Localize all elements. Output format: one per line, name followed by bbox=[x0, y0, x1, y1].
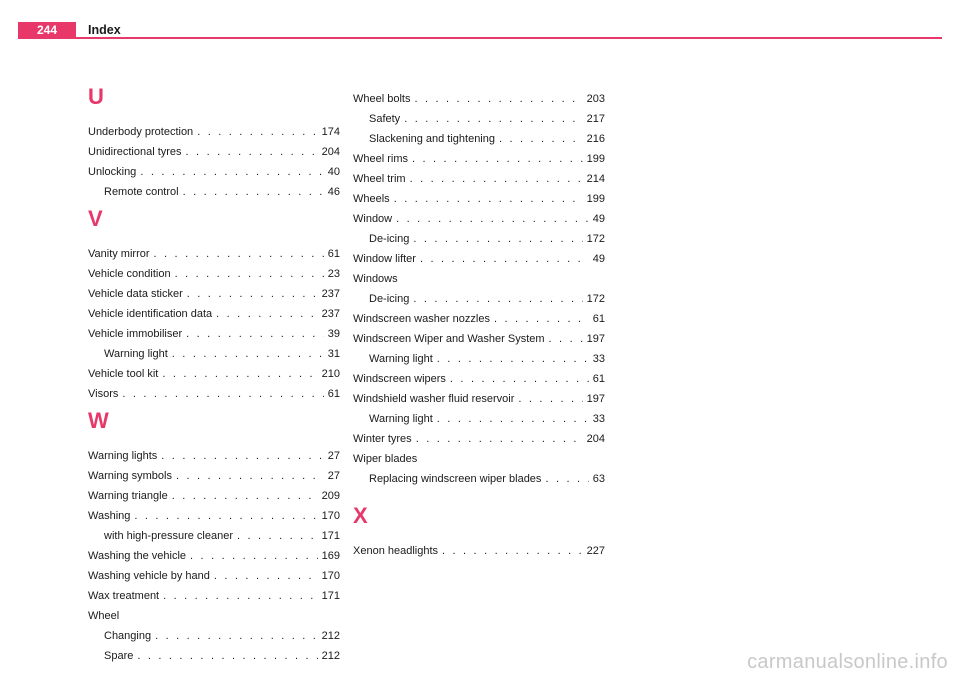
entry-page-number: 214 bbox=[586, 173, 605, 185]
dot-leader bbox=[190, 546, 318, 566]
index-entry bbox=[353, 369, 605, 389]
index-entry bbox=[88, 284, 340, 304]
entry-page-number: 23 bbox=[327, 268, 340, 280]
entry-page-number: 227 bbox=[586, 545, 605, 557]
dot-leader bbox=[137, 646, 317, 666]
dot-leader bbox=[175, 264, 324, 284]
index-subentry bbox=[88, 182, 340, 202]
index-section bbox=[88, 408, 340, 666]
entry-page-number: 209 bbox=[321, 490, 340, 502]
index-subentry bbox=[88, 344, 340, 364]
entry-page-number: 49 bbox=[592, 213, 605, 225]
entry-page-number: 33 bbox=[592, 353, 605, 365]
entry-page-number: 171 bbox=[321, 590, 340, 602]
index-entry bbox=[88, 162, 340, 182]
index-entry bbox=[353, 189, 605, 209]
entry-label: Xenon headlights bbox=[353, 545, 439, 557]
index-subentry bbox=[353, 109, 605, 129]
entry-label: Washing the vehicle bbox=[88, 550, 187, 562]
index-entry bbox=[88, 566, 340, 586]
dot-leader bbox=[394, 189, 583, 209]
entry-page-number: 203 bbox=[586, 93, 605, 105]
entry-label: Vehicle immobiliser bbox=[88, 328, 183, 340]
entry-page-number: 171 bbox=[321, 530, 340, 542]
entry-label: with high-pressure cleaner bbox=[104, 530, 234, 542]
entry-label: Unlocking bbox=[88, 166, 137, 178]
index-entry bbox=[88, 364, 340, 384]
entry-label: Wheel trim bbox=[353, 173, 406, 185]
dot-leader bbox=[410, 169, 583, 189]
dot-leader bbox=[187, 284, 318, 304]
entry-label: Vanity mirror bbox=[88, 248, 150, 260]
index-entry bbox=[88, 466, 340, 486]
entry-label: Washing vehicle by hand bbox=[88, 570, 210, 582]
index-entry bbox=[353, 389, 605, 409]
entry-page-number: 27 bbox=[327, 450, 340, 462]
index-entry bbox=[88, 446, 340, 466]
index-section bbox=[353, 89, 605, 489]
index-entry bbox=[353, 309, 605, 329]
index-section bbox=[88, 84, 340, 202]
entry-page-number: 197 bbox=[586, 333, 605, 345]
entry-label: Warning light bbox=[104, 348, 168, 360]
entry-page-number: 170 bbox=[321, 510, 340, 522]
entry-page-number: 212 bbox=[321, 630, 340, 642]
page-header bbox=[18, 22, 942, 38]
dot-leader bbox=[437, 409, 589, 429]
index-entry bbox=[353, 429, 605, 449]
entry-page-number: 61 bbox=[592, 373, 605, 385]
index-subentry bbox=[353, 349, 605, 369]
entry-page-number: 46 bbox=[327, 186, 340, 198]
dot-leader bbox=[183, 182, 324, 202]
entry-page-number: 27 bbox=[327, 470, 340, 482]
index-column-right bbox=[353, 89, 605, 561]
dot-leader bbox=[414, 89, 582, 109]
entry-label: Windscreen wipers bbox=[353, 373, 446, 385]
index-entry bbox=[88, 244, 340, 264]
dot-leader bbox=[412, 149, 583, 169]
entry-label: Warning light bbox=[369, 413, 433, 425]
section-letter-heading: W bbox=[88, 408, 109, 433]
entry-label: Window bbox=[353, 213, 393, 225]
dot-leader bbox=[404, 109, 582, 129]
entry-label: Windscreen washer nozzles bbox=[353, 313, 490, 325]
dot-leader bbox=[186, 324, 324, 344]
entry-label: Wheel rims bbox=[353, 153, 409, 165]
dot-leader bbox=[161, 446, 323, 466]
entry-label: Window lifter bbox=[353, 253, 416, 265]
index-entry bbox=[88, 606, 340, 626]
entry-page-number: 170 bbox=[321, 570, 340, 582]
entry-label: Winter tyres bbox=[353, 433, 412, 445]
index-section bbox=[88, 206, 340, 404]
index-section bbox=[353, 503, 605, 561]
header-divider bbox=[18, 37, 942, 39]
entry-page-number: 39 bbox=[327, 328, 340, 340]
dot-leader bbox=[396, 209, 589, 229]
index-subentry bbox=[88, 626, 340, 646]
entry-page-number: 61 bbox=[327, 248, 340, 260]
dot-leader bbox=[450, 369, 589, 389]
watermark: carmanualsonline.info bbox=[747, 651, 948, 673]
entry-page-number: 63 bbox=[592, 473, 605, 485]
section-letter-heading: X bbox=[353, 503, 368, 528]
index-column-left bbox=[88, 84, 340, 666]
index-entry bbox=[88, 506, 340, 526]
index-entry bbox=[88, 122, 340, 142]
index-subentry bbox=[88, 646, 340, 666]
dot-leader bbox=[154, 244, 324, 264]
dot-leader bbox=[134, 506, 317, 526]
entry-page-number: 33 bbox=[592, 413, 605, 425]
entry-page-number: 197 bbox=[586, 393, 605, 405]
entry-label: Wheel bbox=[88, 610, 120, 622]
index-entry bbox=[88, 324, 340, 344]
index-entry bbox=[88, 586, 340, 606]
dot-leader bbox=[413, 229, 582, 249]
entry-page-number: 40 bbox=[327, 166, 340, 178]
entry-label: Safety bbox=[369, 113, 401, 125]
entry-label: Wax treatment bbox=[88, 590, 160, 602]
entry-label: Remote control bbox=[104, 186, 179, 198]
page-title: Index bbox=[88, 23, 121, 37]
index-entry bbox=[88, 264, 340, 284]
dot-leader bbox=[216, 304, 317, 324]
dot-leader bbox=[494, 309, 589, 329]
entry-label: Windows bbox=[353, 273, 398, 285]
entry-page-number: 169 bbox=[321, 550, 340, 562]
index-subentry bbox=[353, 469, 605, 489]
entry-label: Windshield washer fluid reservoir bbox=[353, 393, 515, 405]
index-subentry bbox=[353, 229, 605, 249]
entry-label: De-icing bbox=[369, 233, 410, 245]
entry-label: Warning symbols bbox=[88, 470, 172, 482]
dot-leader bbox=[499, 129, 583, 149]
entry-label: Warning lights bbox=[88, 450, 158, 462]
dot-leader bbox=[442, 541, 583, 561]
entry-page-number: 237 bbox=[321, 288, 340, 300]
entry-page-number: 212 bbox=[321, 650, 340, 662]
dot-leader bbox=[413, 289, 582, 309]
dot-leader bbox=[416, 429, 583, 449]
entry-label: De-icing bbox=[369, 293, 410, 305]
entry-page-number: 31 bbox=[327, 348, 340, 360]
dot-leader bbox=[214, 566, 318, 586]
entry-label: Vehicle condition bbox=[88, 268, 171, 280]
dot-leader bbox=[155, 626, 318, 646]
entry-page-number: 210 bbox=[321, 368, 340, 380]
entry-label: Spare bbox=[104, 650, 134, 662]
entry-page-number: 49 bbox=[592, 253, 605, 265]
page-number-badge: 244 bbox=[18, 22, 76, 38]
entry-page-number: 237 bbox=[321, 308, 340, 320]
index-entry bbox=[353, 149, 605, 169]
entry-page-number: 172 bbox=[586, 233, 605, 245]
index-entry bbox=[353, 209, 605, 229]
entry-label: Wiper blades bbox=[353, 453, 418, 465]
entry-page-number: 199 bbox=[586, 153, 605, 165]
index-entry bbox=[88, 142, 340, 162]
dot-leader bbox=[122, 384, 323, 404]
entry-label: Washing bbox=[88, 510, 131, 522]
entry-label: Unidirectional tyres bbox=[88, 146, 182, 158]
index-subentry bbox=[353, 129, 605, 149]
index-entry bbox=[353, 329, 605, 349]
dot-leader bbox=[437, 349, 589, 369]
entry-label: Replacing windscreen wiper blades bbox=[369, 473, 542, 485]
dot-leader bbox=[172, 486, 318, 506]
index-entry bbox=[88, 304, 340, 324]
entry-label: Warning light bbox=[369, 353, 433, 365]
dot-leader bbox=[518, 389, 582, 409]
entry-page-number: 61 bbox=[327, 388, 340, 400]
dot-leader bbox=[197, 122, 317, 142]
dot-leader bbox=[549, 329, 583, 349]
section-letter-heading: V bbox=[88, 206, 103, 231]
entry-label: Windscreen Wiper and Washer System bbox=[353, 333, 545, 345]
dot-leader bbox=[172, 344, 324, 364]
dot-leader bbox=[140, 162, 323, 182]
dot-leader bbox=[186, 142, 318, 162]
entry-page-number: 216 bbox=[586, 133, 605, 145]
entry-label: Changing bbox=[104, 630, 152, 642]
entry-page-number: 204 bbox=[586, 433, 605, 445]
dot-leader bbox=[163, 586, 318, 606]
section-letter-heading: U bbox=[88, 84, 104, 109]
entry-page-number: 174 bbox=[321, 126, 340, 138]
index-entry bbox=[353, 269, 605, 289]
index-entry bbox=[353, 449, 605, 469]
entry-page-number: 199 bbox=[586, 193, 605, 205]
dot-leader bbox=[420, 249, 589, 269]
index-subentry bbox=[353, 289, 605, 309]
entry-page-number: 61 bbox=[592, 313, 605, 325]
entry-label: Vehicle identification data bbox=[88, 308, 213, 320]
dot-leader bbox=[162, 364, 317, 384]
dot-leader bbox=[545, 469, 588, 489]
index-entry bbox=[353, 169, 605, 189]
entry-label: Wheels bbox=[353, 193, 390, 205]
entry-label: Visors bbox=[88, 388, 119, 400]
index-entry bbox=[353, 89, 605, 109]
dot-leader bbox=[237, 526, 318, 546]
index-entry bbox=[353, 249, 605, 269]
index-entry bbox=[88, 486, 340, 506]
entry-label: Underbody protection bbox=[88, 126, 194, 138]
entry-page-number: 204 bbox=[321, 146, 340, 158]
entry-label: Vehicle tool kit bbox=[88, 368, 159, 380]
entry-page-number: 172 bbox=[586, 293, 605, 305]
dot-leader bbox=[176, 466, 324, 486]
entry-label: Slackening and tightening bbox=[369, 133, 495, 145]
index-entry bbox=[353, 541, 605, 561]
entry-label: Warning triangle bbox=[88, 490, 168, 502]
entry-label: Vehicle data sticker bbox=[88, 288, 183, 300]
entry-label: Wheel bolts bbox=[353, 93, 411, 105]
index-entry bbox=[88, 546, 340, 566]
entry-page-number: 217 bbox=[586, 113, 605, 125]
index-entry bbox=[88, 384, 340, 404]
index-subentry bbox=[353, 409, 605, 429]
index-subentry bbox=[88, 526, 340, 546]
